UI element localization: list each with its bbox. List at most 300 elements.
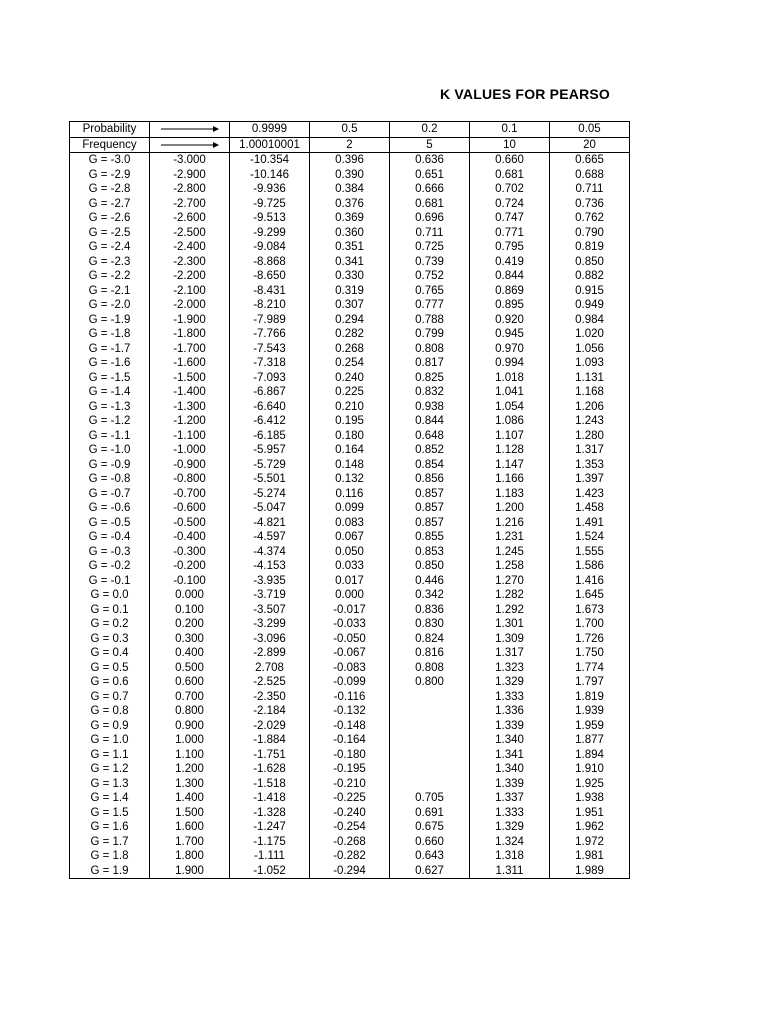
table-cell: -8.868: [230, 255, 310, 270]
table-cell: 1.183: [470, 487, 550, 502]
table-cell: 0.711: [550, 182, 630, 197]
g-label-cell: G = 0.4: [70, 646, 150, 661]
table-row: [70, 690, 630, 705]
table-cell: -0.050: [310, 632, 390, 647]
table-row: [70, 820, 630, 835]
table-cell: 0.938: [390, 400, 470, 415]
table-cell: 0.830: [390, 617, 470, 632]
table-cell: 1.041: [470, 385, 550, 400]
table-cell: 2.708: [230, 661, 310, 676]
table-cell: 0.832: [390, 385, 470, 400]
table-cell: 0.600: [150, 675, 230, 690]
table-cell: [390, 690, 470, 705]
table-row: [70, 168, 630, 183]
table-cell: 1.243: [550, 414, 630, 429]
table-cell: -4.821: [230, 516, 310, 531]
table-cell: [390, 719, 470, 734]
table-cell: 0.384: [310, 182, 390, 197]
table-cell: 1.339: [470, 719, 550, 734]
table-cell: -2.400: [150, 240, 230, 255]
table-cell: -2.000: [150, 298, 230, 313]
table-cell: 1.000: [150, 733, 230, 748]
table-cell: 0.268: [310, 342, 390, 357]
g-label-cell: G = 0.0: [70, 588, 150, 603]
table-row: [70, 313, 630, 328]
table-cell: 1.131: [550, 371, 630, 386]
table-row: [70, 733, 630, 748]
table-cell: 1.336: [470, 704, 550, 719]
table-cell: -0.900: [150, 458, 230, 473]
table-cell: -5.047: [230, 501, 310, 516]
table-row: [70, 327, 630, 342]
table-cell: 0.915: [550, 284, 630, 299]
table-cell: 0.369: [310, 211, 390, 226]
table-row: [70, 211, 630, 226]
table-cell: 1.340: [470, 762, 550, 777]
table-cell: 0.200: [150, 617, 230, 632]
table-cell: -0.116: [310, 690, 390, 705]
table-cell: 0.665: [550, 153, 630, 168]
table-row: [70, 414, 630, 429]
table-cell: 0.696: [390, 211, 470, 226]
g-label-cell: G = -2.2: [70, 269, 150, 284]
frequency-value: 1.00010001: [230, 137, 310, 153]
table-cell: 0.050: [310, 545, 390, 560]
g-label-cell: G = -2.8: [70, 182, 150, 197]
table-cell: 0.307: [310, 298, 390, 313]
g-label-cell: G = 1.5: [70, 806, 150, 821]
table-cell: 1.700: [550, 617, 630, 632]
table-cell: 0.691: [390, 806, 470, 821]
table-cell: 0.819: [550, 240, 630, 255]
table-cell: -0.700: [150, 487, 230, 502]
table-cell: 1.128: [470, 443, 550, 458]
table-cell: 0.765: [390, 284, 470, 299]
table-cell: -10.354: [230, 153, 310, 168]
table-cell: 1.311: [470, 864, 550, 879]
table-cell: -3.935: [230, 574, 310, 589]
table-row: [70, 762, 630, 777]
probability-value: 0.5: [310, 122, 390, 138]
table-cell: 0.711: [390, 226, 470, 241]
table-cell: -3.719: [230, 588, 310, 603]
g-label-cell: G = -0.2: [70, 559, 150, 574]
table-cell: 0.651: [390, 168, 470, 183]
g-label-cell: G = -2.5: [70, 226, 150, 241]
table-cell: 1.555: [550, 545, 630, 560]
g-label-cell: G = -1.9: [70, 313, 150, 328]
table-cell: -0.017: [310, 603, 390, 618]
table-cell: 1.586: [550, 559, 630, 574]
table-cell: 0.319: [310, 284, 390, 299]
table-cell: 0.688: [550, 168, 630, 183]
g-label-cell: G = 1.3: [70, 777, 150, 792]
table-cell: 1.317: [470, 646, 550, 661]
table-cell: -0.800: [150, 472, 230, 487]
table-cell: -10.146: [230, 168, 310, 183]
g-label-cell: G = -1.4: [70, 385, 150, 400]
table-cell: 1.329: [470, 675, 550, 690]
table-cell: 0.856: [390, 472, 470, 487]
table-cell: 0.342: [390, 588, 470, 603]
table-cell: 0.920: [470, 313, 550, 328]
g-label-cell: G = -2.6: [70, 211, 150, 226]
table-cell: 1.206: [550, 400, 630, 415]
table-cell: 0.099: [310, 501, 390, 516]
table-cell: 0.341: [310, 255, 390, 270]
table-cell: 0.853: [390, 545, 470, 560]
table-row: [70, 835, 630, 850]
table-row: [70, 704, 630, 719]
table-row: [70, 545, 630, 560]
table-cell: -5.274: [230, 487, 310, 502]
table-cell: 0.083: [310, 516, 390, 531]
table-cell: 0.800: [150, 704, 230, 719]
table-cell: 0.725: [390, 240, 470, 255]
k-values-table: [69, 121, 630, 879]
table-cell: 0.376: [310, 197, 390, 212]
table-cell: 0.808: [390, 342, 470, 357]
table-cell: 0.788: [390, 313, 470, 328]
table-cell: 0.446: [390, 574, 470, 589]
table-cell: 0.857: [390, 516, 470, 531]
table-cell: 0.852: [390, 443, 470, 458]
table-cell: 1.925: [550, 777, 630, 792]
table-cell: -1.052: [230, 864, 310, 879]
g-label-cell: G = 1.9: [70, 864, 150, 879]
table-cell: -1.800: [150, 327, 230, 342]
frequency-label: Frequency: [70, 137, 150, 153]
table-cell: 1.309: [470, 632, 550, 647]
frequency-value: 10: [470, 137, 550, 153]
g-label-cell: G = 1.4: [70, 791, 150, 806]
table-cell: -0.148: [310, 719, 390, 734]
table-cell: [390, 748, 470, 763]
table-cell: 1.086: [470, 414, 550, 429]
table-cell: 0.700: [150, 690, 230, 705]
table-cell: [390, 762, 470, 777]
table-cell: 1.292: [470, 603, 550, 618]
probability-value: 0.1: [470, 122, 550, 138]
table-row: [70, 603, 630, 618]
table-cell: -0.300: [150, 545, 230, 560]
table-cell: -6.412: [230, 414, 310, 429]
table-cell: -7.543: [230, 342, 310, 357]
table-row: [70, 443, 630, 458]
table-cell: 1.600: [150, 820, 230, 835]
table-cell: -5.957: [230, 443, 310, 458]
table-cell: 0.869: [470, 284, 550, 299]
table-cell: -1.328: [230, 806, 310, 821]
table-row: [70, 197, 630, 212]
table-cell: -9.936: [230, 182, 310, 197]
table-cell: 1.910: [550, 762, 630, 777]
table-cell: 0.400: [150, 646, 230, 661]
table-cell: 0.790: [550, 226, 630, 241]
g-label-cell: G = -1.3: [70, 400, 150, 415]
table-cell: 1.258: [470, 559, 550, 574]
g-label-cell: G = 0.5: [70, 661, 150, 676]
table-cell: -1.000: [150, 443, 230, 458]
table-cell: -1.300: [150, 400, 230, 415]
table-cell: 1.054: [470, 400, 550, 415]
g-label-cell: G = 0.2: [70, 617, 150, 632]
table-cell: 1.056: [550, 342, 630, 357]
table-cell: 1.270: [470, 574, 550, 589]
table-cell: 1.329: [470, 820, 550, 835]
table-cell: -0.254: [310, 820, 390, 835]
table-cell: 1.353: [550, 458, 630, 473]
table-cell: 0.800: [390, 675, 470, 690]
table-cell: 0.945: [470, 327, 550, 342]
probability-label: Probability: [70, 122, 150, 138]
table-cell: -9.299: [230, 226, 310, 241]
g-label-cell: G = -0.3: [70, 545, 150, 560]
table-cell: -1.175: [230, 835, 310, 850]
table-cell: 0.666: [390, 182, 470, 197]
table-cell: 1.231: [470, 530, 550, 545]
table-cell: 1.324: [470, 835, 550, 850]
table-cell: -3.299: [230, 617, 310, 632]
table-row: [70, 342, 630, 357]
frequency-value: 20: [550, 137, 630, 153]
table-cell: 0.771: [470, 226, 550, 241]
table-row: [70, 240, 630, 255]
table-cell: 1.200: [470, 501, 550, 516]
g-label-cell: G = -1.8: [70, 327, 150, 342]
table-cell: -2.900: [150, 168, 230, 183]
table-cell: 0.736: [550, 197, 630, 212]
table-cell: -8.650: [230, 269, 310, 284]
table-cell: 1.337: [470, 791, 550, 806]
table-row: [70, 487, 630, 502]
table-cell: 0.636: [390, 153, 470, 168]
table-row: [70, 385, 630, 400]
table-cell: -0.195: [310, 762, 390, 777]
g-label-cell: G = -2.0: [70, 298, 150, 313]
table-cell: 0.855: [390, 530, 470, 545]
table-cell: 0.017: [310, 574, 390, 589]
table-cell: 0.180: [310, 429, 390, 444]
table-cell: 0.844: [390, 414, 470, 429]
table-row: [70, 226, 630, 241]
table-row: [70, 530, 630, 545]
table-cell: 0.660: [390, 835, 470, 850]
g-label-cell: G = -0.8: [70, 472, 150, 487]
g-label-cell: G = -2.4: [70, 240, 150, 255]
table-cell: -1.400: [150, 385, 230, 400]
probability-value: 0.05: [550, 122, 630, 138]
table-cell: 0.747: [470, 211, 550, 226]
table-cell: 0.351: [310, 240, 390, 255]
table-row: [70, 646, 630, 661]
probability-value: 0.9999: [230, 122, 310, 138]
table-cell: -0.099: [310, 675, 390, 690]
g-label-cell: G = -2.1: [70, 284, 150, 299]
g-label-cell: G = -2.9: [70, 168, 150, 183]
table-row: [70, 516, 630, 531]
g-label-cell: G = -0.5: [70, 516, 150, 531]
table-cell: -0.400: [150, 530, 230, 545]
table-row: [70, 864, 630, 879]
table-cell: 1.951: [550, 806, 630, 821]
table-cell: 0.419: [470, 255, 550, 270]
table-row: [70, 559, 630, 574]
table-cell: -9.513: [230, 211, 310, 226]
frequency-value: 2: [310, 137, 390, 153]
table-cell: 1.939: [550, 704, 630, 719]
table-cell: 0.825: [390, 371, 470, 386]
table-cell: -0.180: [310, 748, 390, 763]
table-cell: 1.416: [550, 574, 630, 589]
table-cell: 1.093: [550, 356, 630, 371]
table-cell: -6.640: [230, 400, 310, 415]
table-cell: 1.168: [550, 385, 630, 400]
table-cell: 1.020: [550, 327, 630, 342]
table-cell: -0.268: [310, 835, 390, 850]
table-cell: -1.518: [230, 777, 310, 792]
g-label-cell: G = 0.1: [70, 603, 150, 618]
table-cell: 1.333: [470, 690, 550, 705]
table-cell: 0.854: [390, 458, 470, 473]
table-cell: -0.282: [310, 849, 390, 864]
table-row: [70, 617, 630, 632]
table-row: [70, 748, 630, 763]
table-cell: -2.100: [150, 284, 230, 299]
table-cell: -0.240: [310, 806, 390, 821]
table-cell: 0.882: [550, 269, 630, 284]
table-cell: 0.705: [390, 791, 470, 806]
g-label-cell: G = -3.0: [70, 153, 150, 168]
probability-row: [70, 122, 630, 138]
table-row: [70, 588, 630, 603]
table-cell: 0.643: [390, 849, 470, 864]
table-row: [70, 153, 630, 168]
table-cell: 1.524: [550, 530, 630, 545]
table-cell: -6.185: [230, 429, 310, 444]
g-label-cell: G = 0.9: [70, 719, 150, 734]
table-cell: -9.725: [230, 197, 310, 212]
table-cell: -0.100: [150, 574, 230, 589]
table-cell: 0.210: [310, 400, 390, 415]
table-cell: 1.339: [470, 777, 550, 792]
table-cell: -2.525: [230, 675, 310, 690]
table-cell: 1.894: [550, 748, 630, 763]
table-cell: 0.000: [310, 588, 390, 603]
g-label-cell: G = 1.0: [70, 733, 150, 748]
g-label-cell: G = 1.6: [70, 820, 150, 835]
table-cell: -8.210: [230, 298, 310, 313]
table-cell: -0.294: [310, 864, 390, 879]
table-cell: 0.850: [550, 255, 630, 270]
arrow-icon: [150, 122, 230, 138]
table-cell: 1.317: [550, 443, 630, 458]
table-cell: [390, 733, 470, 748]
table-cell: 0.648: [390, 429, 470, 444]
g-label-cell: G = -1.2: [70, 414, 150, 429]
table-cell: 1.200: [150, 762, 230, 777]
frequency-value: 5: [390, 137, 470, 153]
table-cell: 0.844: [470, 269, 550, 284]
table-cell: 0.739: [390, 255, 470, 270]
table-cell: 0.777: [390, 298, 470, 313]
table-cell: 1.700: [150, 835, 230, 850]
table-row: [70, 574, 630, 589]
table-row: [70, 777, 630, 792]
table-cell: 1.318: [470, 849, 550, 864]
table-cell: 1.340: [470, 733, 550, 748]
g-label-cell: G = 1.1: [70, 748, 150, 763]
table-row: [70, 284, 630, 299]
table-cell: 1.397: [550, 472, 630, 487]
table-cell: 1.819: [550, 690, 630, 705]
table-cell: 0.900: [150, 719, 230, 734]
table-cell: 0.836: [390, 603, 470, 618]
table-cell: 1.774: [550, 661, 630, 676]
table-cell: 1.981: [550, 849, 630, 864]
table-cell: 0.799: [390, 327, 470, 342]
g-label-cell: G = 1.2: [70, 762, 150, 777]
table-cell: 1.107: [470, 429, 550, 444]
table-cell: -1.600: [150, 356, 230, 371]
table-cell: -1.628: [230, 762, 310, 777]
table-cell: 0.817: [390, 356, 470, 371]
g-label-cell: G = -1.6: [70, 356, 150, 371]
table-cell: -8.431: [230, 284, 310, 299]
table-cell: -0.210: [310, 777, 390, 792]
table-cell: -0.033: [310, 617, 390, 632]
table-cell: -0.500: [150, 516, 230, 531]
table-row: [70, 269, 630, 284]
table-cell: 0.857: [390, 487, 470, 502]
table-cell: 1.018: [470, 371, 550, 386]
table-cell: 0.660: [470, 153, 550, 168]
table-cell: 0.240: [310, 371, 390, 386]
table-cell: 0.949: [550, 298, 630, 313]
g-label-cell: G = -2.3: [70, 255, 150, 270]
table-cell: 1.797: [550, 675, 630, 690]
table-cell: -0.225: [310, 791, 390, 806]
table-cell: -9.084: [230, 240, 310, 255]
table-cell: 0.752: [390, 269, 470, 284]
table-cell: 1.959: [550, 719, 630, 734]
table-cell: -1.884: [230, 733, 310, 748]
table-cell: -0.600: [150, 501, 230, 516]
table-cell: 0.675: [390, 820, 470, 835]
table-cell: 0.132: [310, 472, 390, 487]
table-cell: -5.501: [230, 472, 310, 487]
table-cell: 0.300: [150, 632, 230, 647]
table-cell: -2.350: [230, 690, 310, 705]
g-label-cell: G = -0.9: [70, 458, 150, 473]
table-cell: 0.390: [310, 168, 390, 183]
table-cell: -4.374: [230, 545, 310, 560]
table-cell: 1.245: [470, 545, 550, 560]
table-cell: -1.700: [150, 342, 230, 357]
table-cell: -7.989: [230, 313, 310, 328]
table-row: [70, 632, 630, 647]
table-cell: 1.323: [470, 661, 550, 676]
g-label-cell: G = 0.3: [70, 632, 150, 647]
table-cell: -1.418: [230, 791, 310, 806]
table-cell: 0.895: [470, 298, 550, 313]
table-cell: 0.795: [470, 240, 550, 255]
table-cell: -6.867: [230, 385, 310, 400]
table-cell: 0.254: [310, 356, 390, 371]
table-cell: 1.300: [150, 777, 230, 792]
g-label-cell: G = -1.7: [70, 342, 150, 357]
table-cell: 1.100: [150, 748, 230, 763]
